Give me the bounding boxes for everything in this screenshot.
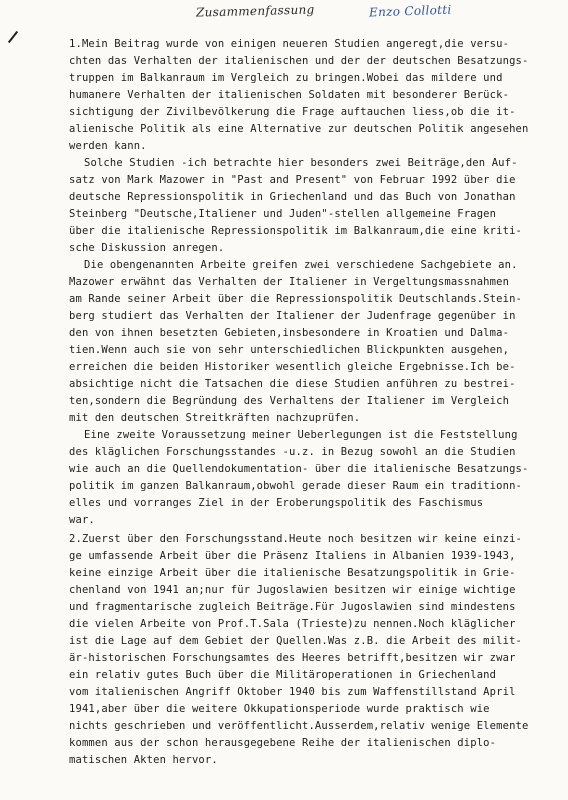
text-line: nichts geschrieben und veröffentlicht.Ausserdem,relativ wenige Elemente [69, 720, 529, 732]
handwritten-title: Zusammenfassung [195, 2, 315, 20]
text-line: matischen Akten hervor. [69, 754, 218, 766]
text-line: berg studiert das Verhalten der Italiener der Judenfrage gegenüber in [69, 310, 516, 322]
text-line: vom italienischen Angriff Oktober 1940 bis zum Waffenstillstand April [69, 686, 516, 698]
text-line: 2.Zuerst über den Forschungsstand.Heute noch besitzen wir keine einzi- [69, 533, 523, 545]
text-line: Eine zweite Voraussetzung meiner Ueberlegungen ist die Feststellung [84, 429, 518, 441]
text-line: absichtige nicht die Tatsachen die diese Studien anführen zu bestrei- [69, 378, 516, 390]
text-line: chenland von 1941 an;nur für Jugoslawien besitzen wir einige wichtige [69, 584, 516, 596]
text-line: Die obengenannten Arbeite greifen zwei verschiedene Sachgebiete an. [84, 259, 518, 271]
text-line: erreichen die beiden Historiker wesentlich gleiche Ergebnisse.Ich be- [69, 361, 516, 373]
text-line: alienische Politik als eine Alternative zur deutschen Politik angesehen [69, 123, 529, 135]
text-line: und fragmentarische zugleich Beiträge.Für Jugoslawien sind mindestens [69, 601, 516, 613]
text-line: wie auch an die Quellendokumentation- über die italienische Besatzungs- [69, 463, 529, 475]
text-line: über die italienische Repressionspolitik im Balkanraum,die eine kriti- [69, 225, 523, 237]
text-line: mit den deutschen Streitkräften nachzuprüfen. [69, 412, 361, 424]
text-line: truppen im Balkanraum im Vergleich zu bringen.Wobei das mildere und [69, 72, 503, 84]
text-line: kommen aus der schon herausgegebene Reihe der italienischen diplo- [69, 737, 497, 749]
text-line: sichtigung der Zivilbevölkerung die Frage auftauchen liess,ob die it- [69, 106, 516, 118]
text-line: politik im ganzen Balkanraum,obwohl gerade dieser Raum ein traditionn- [69, 480, 523, 492]
text-line: Mazower erwähnt das Verhalten der Italiener in Vergeltungsmassnahmen [69, 276, 510, 288]
text-line: keine einzige Arbeit über die italienische Besatzungspolitik in Grie- [69, 567, 516, 579]
text-line: satz von Mark Mazower in "Past and Present" von Februar 1992 über die [69, 174, 516, 186]
text-line: ge umfassende Arbeit über die Präsenz Italiens in Albanien 1939-1943, [69, 550, 516, 562]
text-line: elles und vorranges Ziel in der Eroberungspolitik des Faschismus [69, 497, 484, 509]
handwritten-author: Enzo Collotti [368, 2, 452, 20]
text-line: ist die Lage auf dem Gebiet der Quellen.Was z.B. die Arbeit des milit- [69, 635, 523, 647]
text-line: ein relativ gutes Buch über die Militäroperationen in Griechenland [69, 669, 497, 681]
text-line: chten das Verhalten der italienischen und der der deutschen Besatzungs- [69, 55, 529, 67]
text-line: tien.Wenn auch sie von sehr unterschiedlichen Blickpunkten ausgehen, [69, 344, 510, 356]
text-line: 1941,aber über die weitere Okkupationsperiode wurde praktisch wie [69, 703, 490, 715]
text-line: am Rande seiner Arbeit über die Repressionspolitik Deutschlands.Stein- [69, 293, 523, 305]
text-line: deutsche Repressionspolitik in Griechenland und das Buch von Jonathan [69, 191, 516, 203]
text-line: sche Diskussion anregen. [69, 242, 225, 254]
text-line: war. [69, 514, 95, 526]
text-line: werden kann. [69, 140, 147, 152]
text-line: die vielen Arbeite von Prof.T.Sala (Trieste)zu nennen.Noch kläglicher [69, 618, 516, 630]
text-line: är-historischen Forschungsamtes des Heeres betrifft,besitzen wir zwar [69, 652, 516, 664]
text-line: humanere Verhalten der italienischen Soldaten mit besonderer Berück- [69, 89, 510, 101]
text-line: Steinberg "Deutsche,Italiener und Juden"-stellen allgemeine Fragen [69, 208, 497, 220]
text-line: ten,sondern die Begründung des Verhaltens der Italiener im Vergleich [69, 395, 510, 407]
text-line: Solche Studien -ich betrachte hier besonders zwei Beiträge,den Auf- [84, 157, 518, 169]
text-line: des kläglichen Forschungsstandes -u.z. in Bezug sowohl an die Studien [69, 446, 516, 458]
text-line: 1.Mein Beitrag wurde von einigen neueren Studien angeregt,die versu- [69, 38, 510, 50]
margin-pen-mark [8, 31, 18, 43]
text-line: den von ihnen besetzten Gebieten,insbesondere in Kroatien und Dalma- [69, 327, 510, 339]
